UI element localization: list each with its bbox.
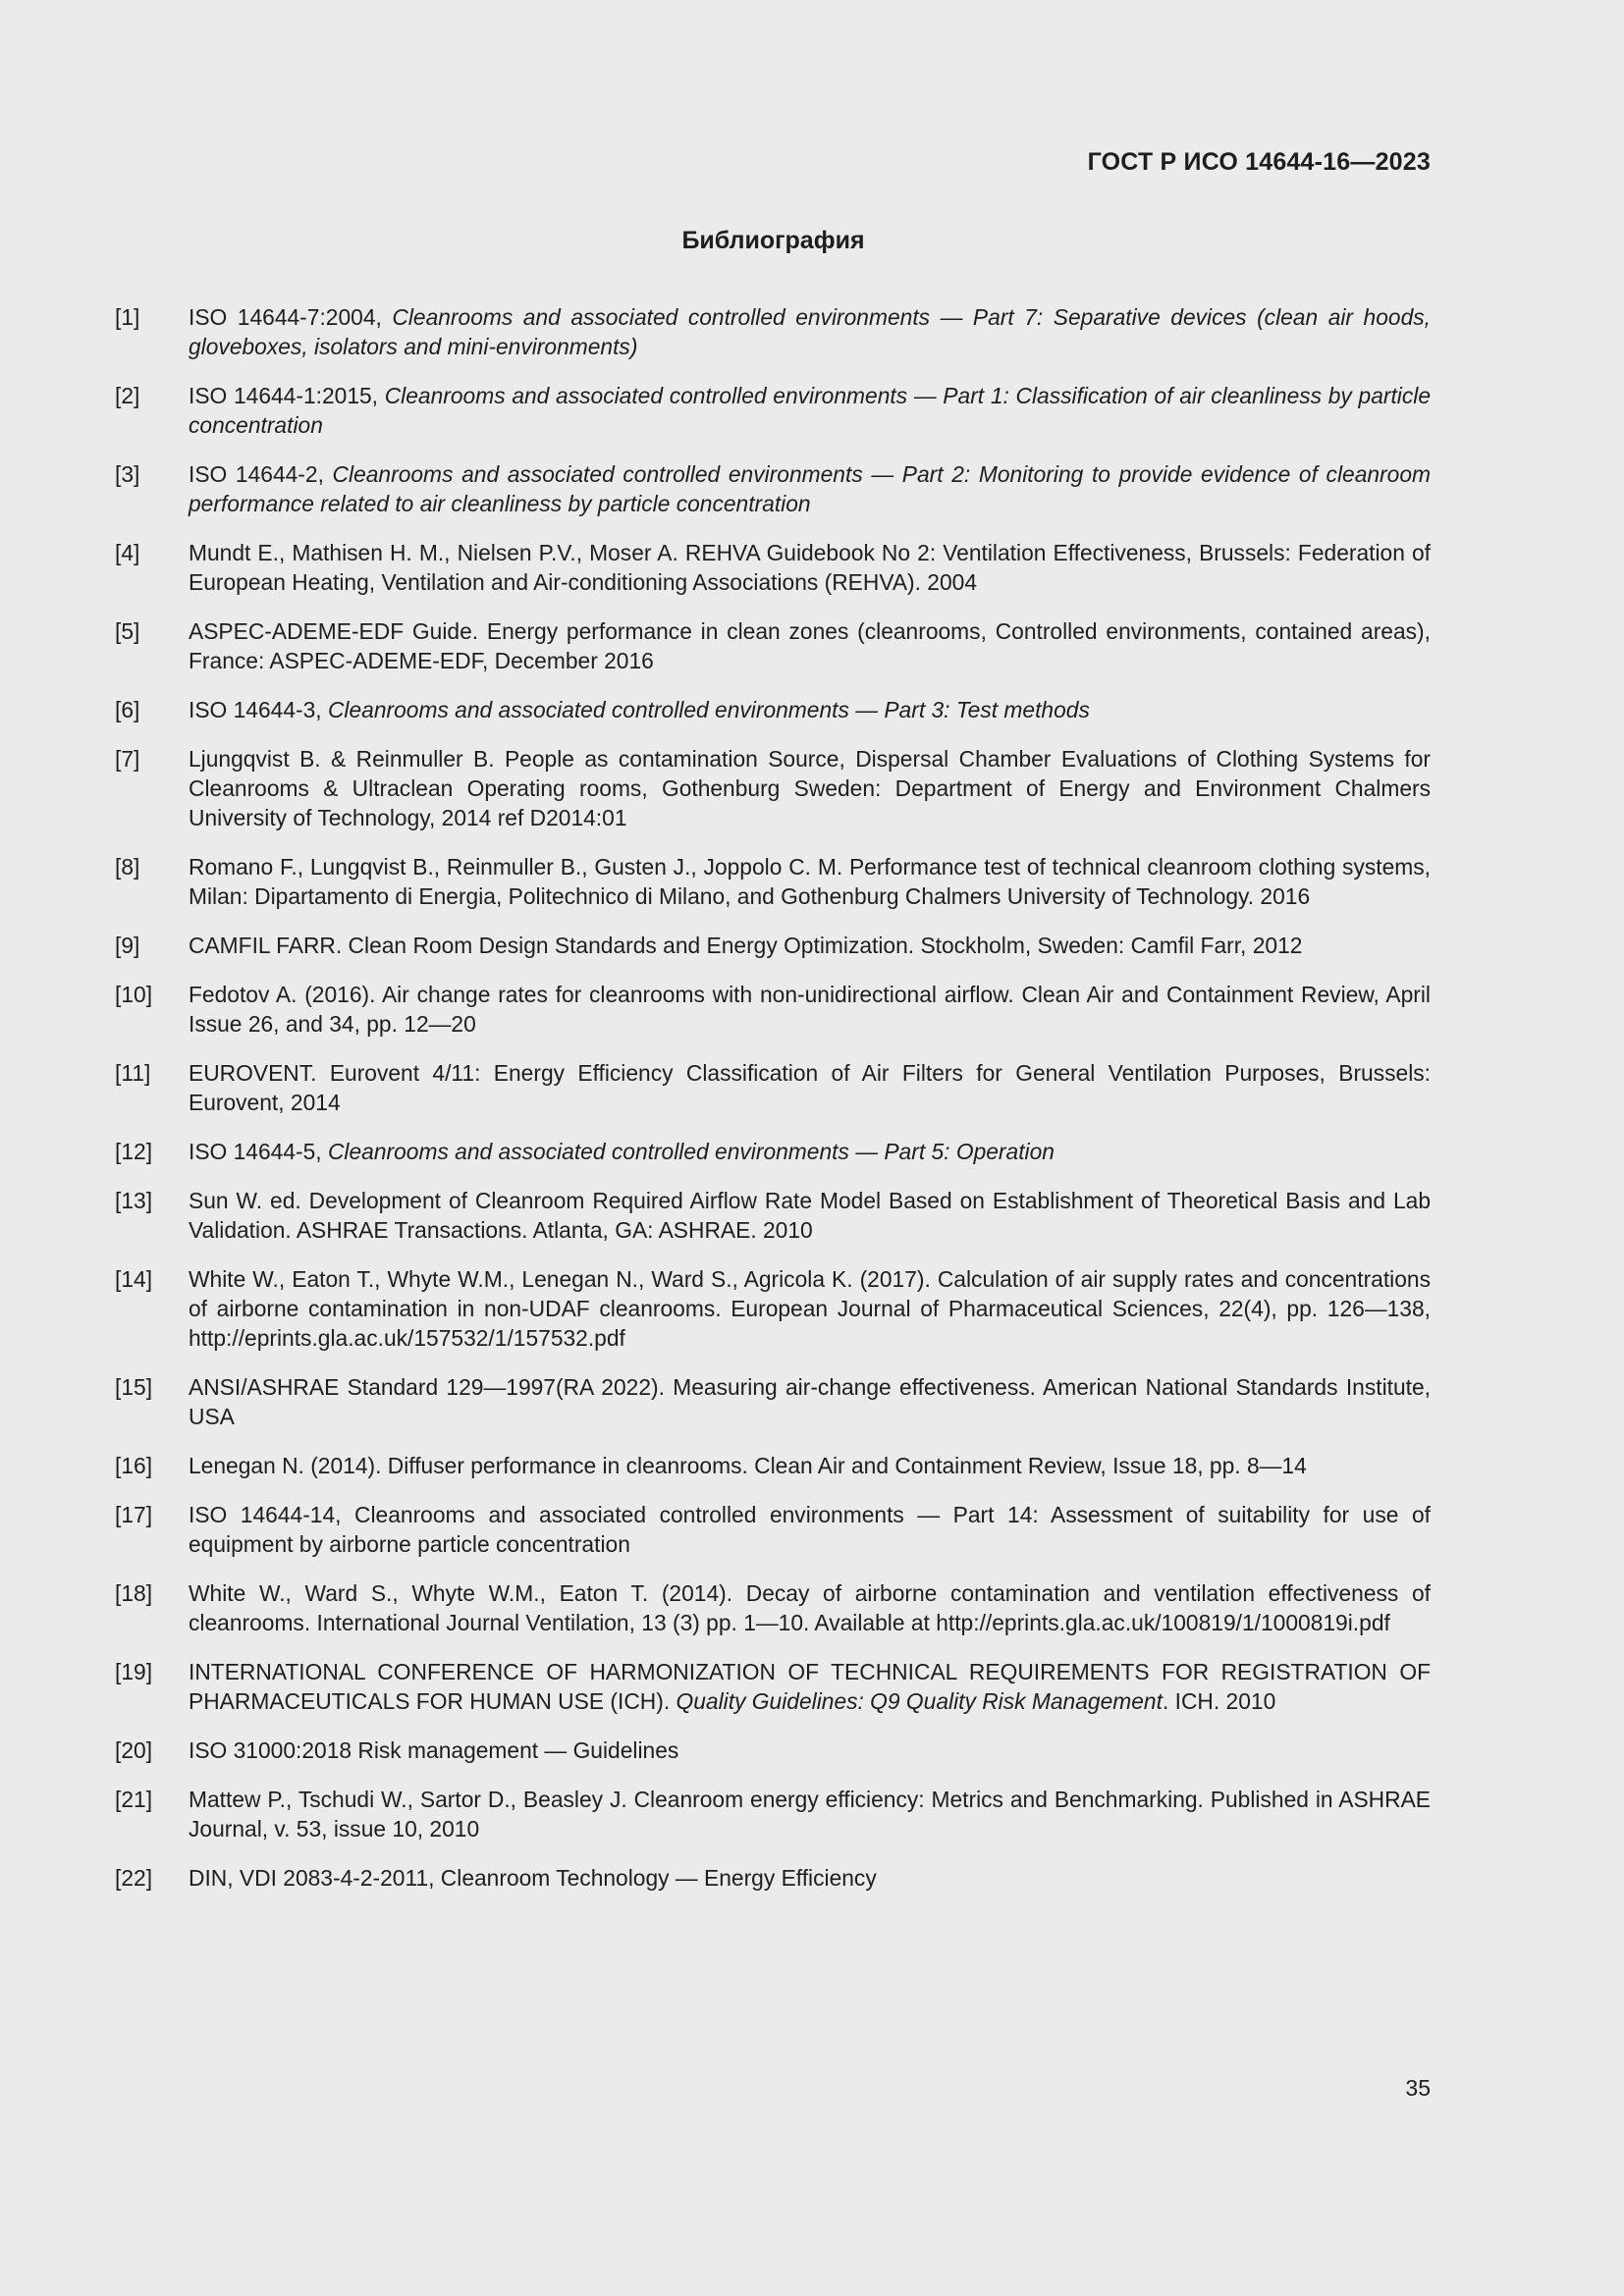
entry-text-segment: ASPEC-ADEME-EDF Guide. Energy performance in clean zones (cleanrooms, Controlled environments, contained areas), France: ASPEC-ADEME-EDF, December 2016 xyxy=(189,618,1431,673)
entry-text-segment: ISO 31000:2018 Risk management — Guidelines xyxy=(189,1737,679,1763)
entry-text-segment: DIN, VDI 2083-4-2-2011, Cleanroom Technology — Energy Efficiency xyxy=(189,1865,877,1891)
entry-text xyxy=(189,852,1431,911)
entry-number: [1] xyxy=(115,304,140,330)
entry-text-segment: ISO 14644-2, xyxy=(189,461,333,487)
entry-text xyxy=(189,538,1431,597)
entry-title-italic: Cleanrooms and associated controlled environments — Part 7: Separative devices (clean air hoods, gloveboxes, isolators and mini-environments) xyxy=(189,304,1431,359)
entry-number: [16] xyxy=(115,1453,153,1478)
entry-number: [13] xyxy=(115,1188,153,1213)
entry-text xyxy=(189,1137,1431,1166)
entry-text xyxy=(189,1451,1431,1480)
entry-number: [6] xyxy=(115,697,140,722)
entry-number: [3] xyxy=(115,461,140,487)
bibliography-entry xyxy=(115,1137,1431,1166)
entry-text xyxy=(189,1186,1431,1245)
bibliography-entry xyxy=(115,695,1431,724)
entry-text xyxy=(189,1863,1431,1893)
bibliography-entry xyxy=(115,1186,1431,1245)
entry-text-segment: White W., Ward S., Whyte W.M., Eaton T. (2014). Decay of airborne contamination and ventilation effectiveness of cleanrooms. International Journal Ventilation, 13 (3) pp. 1—10. Available at http://eprints.gla.ac.uk/100819/1/1000819i.pdf xyxy=(189,1580,1431,1635)
entry-text-segment: Mundt E., Mathisen H. M., Nielsen P.V., Moser A. REHVA Guidebook No 2: Ventilation Effectiveness, Brussels: Federation of European Heating, Ventilation and Air-conditioning Associations (REHVA). 2004 xyxy=(189,540,1431,595)
bibliography-entry xyxy=(115,302,1431,361)
bibliography-entry xyxy=(115,744,1431,832)
entry-number: [15] xyxy=(115,1374,153,1400)
bibliography-entry xyxy=(115,459,1431,518)
entry-number: [19] xyxy=(115,1659,153,1684)
bibliography-entry xyxy=(115,1500,1431,1559)
entry-text xyxy=(189,1500,1431,1559)
entry-text xyxy=(189,980,1431,1039)
entry-number: [18] xyxy=(115,1580,153,1606)
bibliography-entry xyxy=(115,1264,1431,1353)
entry-number: [12] xyxy=(115,1139,153,1164)
entry-text-segment: Ljungqvist B. & Reinmuller B. People as contamination Source, Dispersal Chamber Evaluations of Clothing Systems for Cleanrooms & Ultraclean Operating rooms, Gothenburg Sweden: Department of Energy and Environment Chalmers University of Technology, 2014 ref D2014:01 xyxy=(189,746,1431,830)
entry-text xyxy=(189,1058,1431,1117)
entry-text-segment: ISO 14644-3, xyxy=(189,697,328,722)
entry-text-segment: INTERNATIONAL CONFERENCE OF HARMONIZATION OF TECHNICAL REQUIREMENTS FOR REGISTRATION OF PHARMACEUTICALS FOR HUMAN USE (ICH). xyxy=(189,1659,1431,1714)
entry-number: [7] xyxy=(115,746,140,772)
entry-text-segment: ISO 14644-5, xyxy=(189,1139,328,1164)
entry-text-segment: Mattew P., Tschudi W., Sartor D., Beasley J. Cleanroom energy efficiency: Metrics and Benchmarking. Published in ASHRAE Journal, v. 53, issue 10, 2010 xyxy=(189,1787,1431,1842)
entry-text xyxy=(189,1578,1431,1637)
entry-number: [8] xyxy=(115,854,140,880)
entry-text-segment: ISO 14644-1:2015, xyxy=(189,383,385,408)
entry-number: [4] xyxy=(115,540,140,565)
entry-text xyxy=(189,1372,1431,1431)
entry-number: [20] xyxy=(115,1737,153,1763)
page-title: Библиография xyxy=(681,227,865,254)
entry-title-italic: Cleanrooms and associated controlled environments — Part 5: Operation xyxy=(327,1139,1055,1164)
entry-text xyxy=(189,931,1431,960)
entry-text xyxy=(189,744,1431,832)
entry-text xyxy=(189,616,1431,675)
entry-text-segment: Sun W. ed. Development of Cleanroom Required Airflow Rate Model Based on Establishment of Theoretical Basis and Lab Validation. ASHRAE Transactions. Atlanta, GA: ASHRAE. 2010 xyxy=(189,1188,1431,1243)
entry-number: [14] xyxy=(115,1266,153,1292)
entry-text-segment: ISO 14644-7:2004, xyxy=(189,304,393,330)
entry-text-segment: ANSI/ASHRAE Standard 129—1997(RA 2022). Measuring air-change effectiveness. American National Standards Institute, USA xyxy=(189,1374,1431,1429)
entry-number: [10] xyxy=(115,982,153,1007)
entry-number: [22] xyxy=(115,1865,153,1891)
bibliography-entry xyxy=(115,1578,1431,1637)
entry-text xyxy=(189,1735,1431,1765)
bibliography-entry xyxy=(115,852,1431,911)
bibliography-entry xyxy=(115,616,1431,675)
document-standard-code: ГОСТ Р ИСО 14644-16—2023 xyxy=(1087,148,1431,176)
entry-number: [5] xyxy=(115,618,140,644)
entry-text xyxy=(189,302,1431,361)
entry-text-segment: Lenegan N. (2014). Diffuser performance in cleanrooms. Clean Air and Containment Review, Issue 18, pp. 8—14 xyxy=(189,1453,1307,1478)
entry-text-segment: Romano F., Lungqvist B., Reinmuller B., Gusten J., Joppolo C. M. Performance test of technical cleanroom clothing systems, Milan: Dipartamento di Energia, Politechnico di Milano, and Gothenburg Chalmers University of Technology. 2016 xyxy=(189,854,1431,909)
entry-text-segment: Fedotov A. (2016). Air change rates for cleanrooms with non-unidirectional airflow. Clean Air and Containment Review, April Issue 26, and 34, pp. 12—20 xyxy=(189,982,1431,1037)
entry-number: [17] xyxy=(115,1502,153,1527)
entry-text-segment: CAMFIL FARR. Clean Room Design Standards and Energy Optimization. Stockholm, Sweden: Camfil Farr, 2012 xyxy=(189,933,1303,958)
bibliography-entry xyxy=(115,1735,1431,1765)
bibliography-entry xyxy=(115,538,1431,597)
bibliography-entry xyxy=(115,1785,1431,1843)
entry-text xyxy=(189,381,1431,440)
entry-number: [11] xyxy=(115,1060,151,1086)
bibliography-entry xyxy=(115,980,1431,1039)
bibliography-entry xyxy=(115,1058,1431,1117)
bibliography-entry xyxy=(115,1657,1431,1716)
bibliography-list xyxy=(115,302,1431,1912)
entry-text xyxy=(189,1657,1431,1716)
bibliography-entry xyxy=(115,1372,1431,1431)
entry-number: [9] xyxy=(115,933,140,958)
entry-text xyxy=(189,695,1431,724)
entry-number: [2] xyxy=(115,383,140,408)
entry-text-segment: EUROVENT. Eurovent 4/11: Energy Efficiency Classification of Air Filters for General Ventilation Purposes, Brussels: Eurovent, 2014 xyxy=(189,1060,1431,1115)
entry-title-italic: Quality Guidelines: Q9 Quality Risk Management xyxy=(676,1688,1163,1714)
entry-text-segment: ISO 14644-14, Cleanrooms and associated controlled environments — Part 14: Assessment of suitability for use of equipment by airborne particle concentration xyxy=(189,1502,1431,1557)
page-number: 35 xyxy=(1405,2075,1431,2101)
entry-title-italic: Cleanrooms and associated controlled environments — Part 2: Monitoring to provide evidence of cleanroom performance related to air cleanliness by particle concentration xyxy=(189,461,1431,516)
entry-text xyxy=(189,1264,1431,1353)
entry-title-italic: Cleanrooms and associated controlled environments — Part 1: Classification of air cleanliness by particle concentration xyxy=(189,383,1431,438)
entry-text-segment: White W., Eaton T., Whyte W.M., Lenegan N., Ward S., Agricola K. (2017). Calculation of air supply rates and concentrations of airborne contamination in non-UDAF cleanrooms. European Journal of Pharmaceutical Sciences, 22(4), pp. 126—138, http://eprints.gla.ac.uk/157532/1/157532.pdf xyxy=(189,1266,1431,1351)
entry-number: [21] xyxy=(115,1787,153,1812)
bibliography-entry xyxy=(115,1451,1431,1480)
entry-text xyxy=(189,1785,1431,1843)
entry-text xyxy=(189,459,1431,518)
bibliography-entry xyxy=(115,381,1431,440)
entry-title-italic: Cleanrooms and associated controlled environments — Part 3: Test methods xyxy=(327,697,1090,722)
bibliography-entry xyxy=(115,931,1431,960)
bibliography-entry xyxy=(115,1863,1431,1893)
entry-text-segment: . ICH. 2010 xyxy=(1162,1688,1276,1714)
